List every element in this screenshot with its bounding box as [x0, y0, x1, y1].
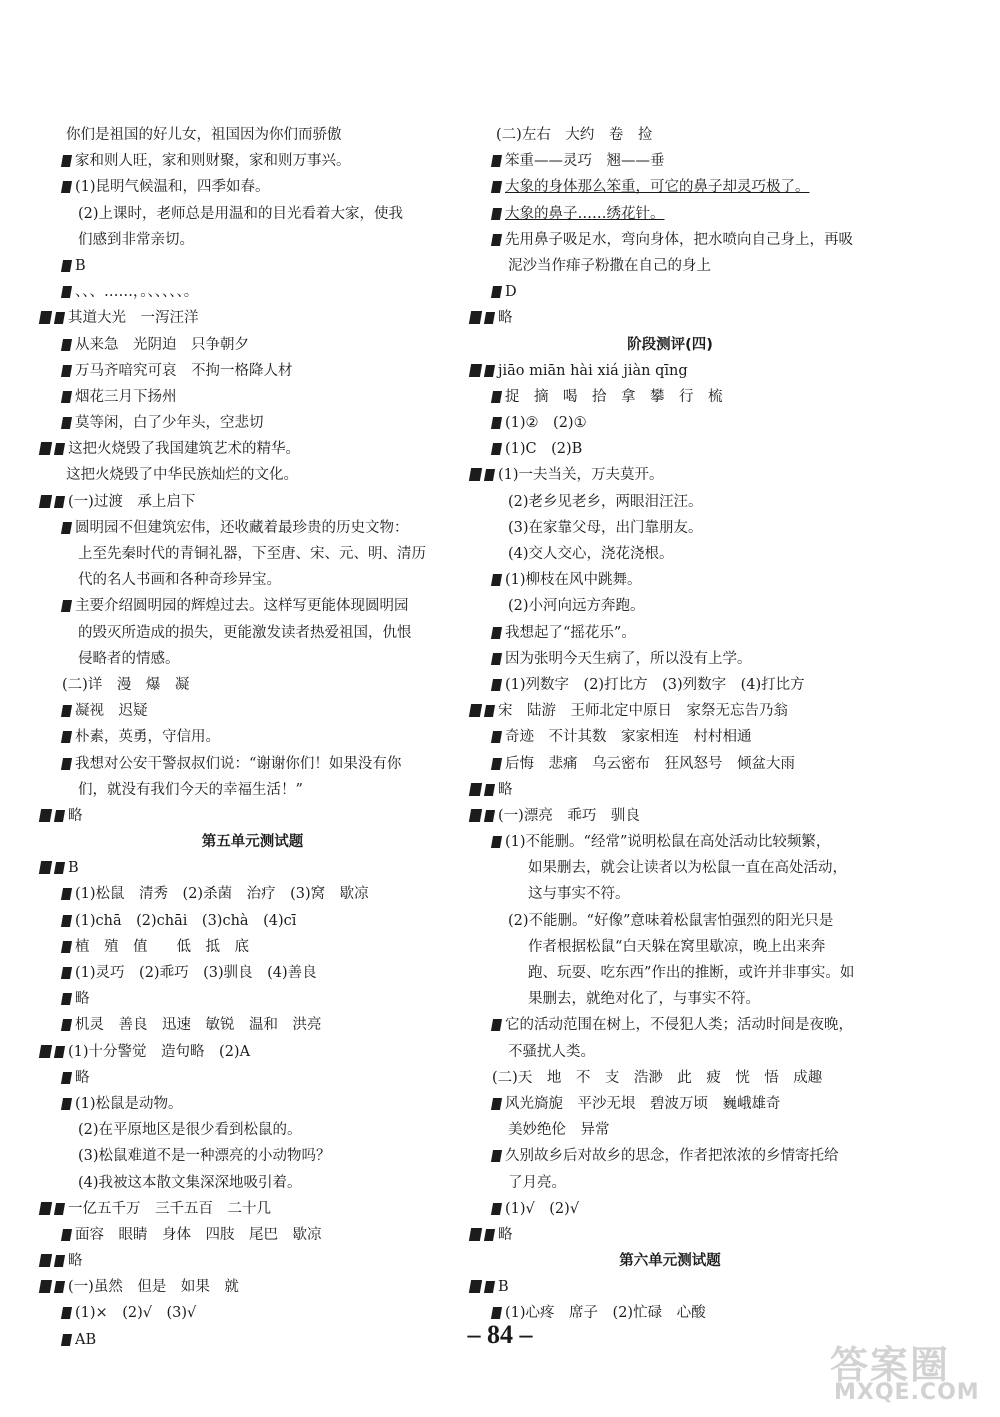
question-number-marker-icon [484, 365, 495, 377]
answer-text: (1)柳枝在风中跳舞。 [505, 572, 642, 589]
answer-text: 凝视 迟疑 [75, 703, 148, 720]
section-number-marker-icon [469, 468, 482, 481]
answer-text: (2)在平原地区是很少看到松鼠的。 [78, 1122, 302, 1139]
answer-text: 你们是祖国的好儿女，祖国因为你们而骄傲 [66, 127, 342, 143]
answer-line [470, 410, 870, 436]
answer-line [40, 201, 465, 227]
section-number-marker-icon [39, 1202, 52, 1215]
question-number-marker-icon [491, 836, 502, 848]
answer-text: AB [75, 1331, 97, 1348]
answer-text: 略 [498, 310, 513, 327]
answer-text: (1)② (2)① [505, 415, 587, 432]
question-number-marker-icon [491, 758, 502, 770]
answer-line [40, 1274, 465, 1300]
question-number-marker-icon [61, 731, 72, 743]
answer-text: 上至先秦时代的青铜礼器，下至唐、宋、元、明、清历 [78, 546, 426, 562]
question-number-marker-icon [61, 260, 72, 272]
answer-text: (2)老乡见老乡，两眼泪汪汪。 [508, 493, 703, 510]
answer-line [470, 1117, 870, 1143]
answer-line [470, 305, 870, 331]
answer-line [470, 489, 870, 515]
question-number-marker-icon [484, 784, 495, 796]
question-number-marker-icon [61, 339, 72, 351]
answer-text: B [75, 257, 86, 274]
answer-text: 捉 摘 喝 拾 拿 攀 行 梳 [505, 388, 723, 405]
answer-text: 这与事实不符。 [528, 886, 630, 903]
question-number-marker-icon [491, 417, 502, 429]
answer-text: 久别故乡后对故乡的思念，作者把浓浓的乡情寄托给 [505, 1148, 839, 1165]
answer-line [470, 620, 870, 646]
answer-text: (2)小河向远方奔跑。 [508, 598, 645, 615]
answer-text: 一亿五千万 三千五百 二十几 [68, 1200, 271, 1217]
answer-text: 奇迹 不计其数 家家相连 村村相通 [505, 729, 752, 746]
question-number-marker-icon [491, 234, 502, 246]
answer-text: jiāo miān hài xiá jiàn qīng [498, 362, 688, 379]
question-number-marker-icon [491, 286, 502, 298]
answer-text: (一)漂亮 乖巧 驯良 [498, 807, 640, 824]
answer-line [40, 908, 465, 934]
answer-line [40, 1248, 465, 1274]
answer-text: 了月亮。 [508, 1174, 566, 1191]
section-title [470, 1248, 870, 1274]
answer-line [470, 803, 870, 829]
answer-line [470, 462, 870, 488]
question-number-marker-icon [491, 574, 502, 586]
question-number-marker-icon [54, 1203, 65, 1215]
answer-line [40, 410, 465, 436]
question-number-marker-icon [484, 810, 495, 822]
answer-text: 不骚扰人类。 [508, 1043, 595, 1060]
section-number-marker-icon [39, 1045, 52, 1058]
answer-text: 因为张明今天生病了，所以没有上学。 [505, 650, 752, 667]
answer-text: (1)√ (2)√ [505, 1200, 580, 1217]
answer-line [40, 227, 465, 253]
answer-text: 泥沙当作痱子粉撒在自己的身上 [508, 257, 711, 274]
answer-text: (1)chā (2)chāi (3)chà (4)cī [75, 912, 297, 929]
question-number-marker-icon [491, 1019, 502, 1031]
section-title [470, 332, 870, 358]
question-number-marker-icon [491, 181, 502, 193]
answer-text: 主要介绍圆明园的辉煌过去。这样写更能体现圆明园 [75, 598, 409, 615]
answer-line [470, 986, 870, 1012]
answer-line [40, 567, 465, 593]
answer-text: 作者根据松鼠“白天躲在窝里歇凉，晚上出来奔 [528, 938, 826, 955]
answer-text: (一)虽然 但是 如果 就 [68, 1279, 239, 1296]
answer-text: (1)C (2)B [505, 441, 583, 458]
question-number-marker-icon [61, 155, 72, 167]
answer-text: 圆明园不但建筑宏伟，还收藏着最珍贵的历史文物： [75, 519, 409, 536]
question-number-marker-icon [61, 1019, 72, 1031]
answer-line [40, 960, 465, 986]
answer-line [470, 567, 870, 593]
answer-line [40, 751, 465, 777]
section-number-marker-icon [39, 311, 52, 324]
question-number-marker-icon [491, 391, 502, 403]
answer-line [40, 803, 465, 829]
answer-text: (4)我被这本散文集深深地吸引着。 [78, 1174, 302, 1191]
answer-line [40, 1117, 465, 1143]
answer-line [470, 960, 870, 986]
answer-text: 代的名人书画和各种奇珍异宝。 [78, 572, 281, 589]
question-number-marker-icon [61, 758, 72, 770]
answer-line [40, 1091, 465, 1117]
answer-text: 阶段测评(四) [627, 336, 713, 353]
answer-text: (3)松鼠难道不是一种漂亮的小动物吗？ [78, 1148, 331, 1165]
answer-text: (二)左右 大约 卷 捡 [496, 127, 653, 143]
question-number-marker-icon [61, 1307, 72, 1319]
answer-text: 朴素，英勇，守信用。 [75, 729, 220, 746]
question-number-marker-icon [61, 888, 72, 900]
answer-line [40, 934, 465, 960]
section-number-marker-icon [39, 495, 52, 508]
question-number-marker-icon [491, 731, 502, 743]
question-number-marker-icon [484, 1229, 495, 1241]
answer-line [40, 253, 465, 279]
question-number-marker-icon [61, 365, 72, 377]
answer-line [470, 227, 870, 253]
left-answer-column [40, 122, 465, 1353]
answer-line [40, 174, 465, 200]
answer-line [40, 777, 465, 803]
question-number-marker-icon [61, 941, 72, 953]
section-number-marker-icon [469, 704, 482, 717]
question-number-marker-icon [61, 181, 72, 193]
answer-text: 它的活动范围在树上，不侵犯人类；活动时间是夜晚， [505, 1017, 853, 1034]
section-title [40, 829, 465, 855]
answer-text: 面容 眼睛 身体 四肢 尾巴 歇凉 [75, 1226, 322, 1243]
answer-line [40, 436, 465, 462]
answer-text: 如果删去，就会让读者以为松鼠一直在高处活动， [528, 860, 847, 877]
answer-line [470, 515, 870, 541]
answer-text: 莫等闲，白了少年头，空悲切 [75, 415, 264, 432]
answer-line [40, 489, 465, 515]
answer-text: (1)昆明气候温和，四季如春。 [75, 179, 270, 196]
question-number-marker-icon [61, 522, 72, 534]
section-number-marker-icon [39, 1280, 52, 1293]
question-number-marker-icon [54, 1046, 65, 1058]
answer-line [470, 1222, 870, 1248]
answer-text: 略 [75, 1069, 90, 1086]
answer-text: 其道大光 一泻汪洋 [68, 310, 199, 327]
answer-text: D [505, 284, 517, 301]
answer-text: 第五单元测试题 [201, 834, 304, 851]
answer-text: 第六单元测试题 [619, 1253, 721, 1270]
answer-line [470, 436, 870, 462]
question-number-marker-icon [61, 967, 72, 979]
answer-line [470, 384, 870, 410]
answer-line [40, 698, 465, 724]
page-number: – 84 – [467, 1320, 533, 1349]
section-number-marker-icon [39, 442, 52, 455]
answer-text: 们感到非常亲切。 [78, 231, 194, 248]
right-answer-column [470, 122, 870, 1327]
answer-text: (一)过渡 承上启下 [68, 493, 196, 510]
question-number-marker-icon [61, 391, 72, 403]
answer-line [470, 1274, 870, 1300]
answer-text: 们，就没有我们今天的幸福生活！” [78, 781, 303, 798]
question-number-marker-icon [484, 1281, 495, 1293]
answer-line [40, 384, 465, 410]
answer-text: 机灵 善良 迅速 敏锐 温和 洪亮 [75, 1017, 322, 1034]
question-number-marker-icon [61, 1098, 72, 1110]
question-number-marker-icon [61, 1072, 72, 1084]
question-number-marker-icon [54, 1255, 65, 1267]
answer-text: (1)一夫当关，万夫莫开。 [498, 467, 664, 484]
answer-line [40, 620, 465, 646]
answer-line [470, 881, 870, 907]
answer-line [40, 148, 465, 174]
answer-text: (3)在家靠父母，出门靠朋友。 [508, 519, 703, 536]
answer-line [470, 1065, 870, 1091]
section-number-marker-icon [39, 809, 52, 822]
answer-text: (1)× (2)√ (3)√ [75, 1305, 197, 1322]
answer-line [40, 358, 465, 384]
answer-text: (1)灵巧 (2)乖巧 (3)驯良 (4)善良 [75, 965, 317, 981]
answer-text: 美妙绝伦 异常 [508, 1122, 610, 1139]
question-number-marker-icon [61, 993, 72, 1005]
answer-text: 跑、玩耍、吃东西”作出的推断，或许并非事实。如 [528, 965, 855, 981]
question-number-marker-icon [54, 810, 65, 822]
answer-line [470, 1143, 870, 1169]
answer-text: (1)不能删。“经常”说明松鼠在高处活动比较频繁， [505, 834, 831, 851]
watermark-text: 答案圈 [830, 1343, 951, 1387]
answer-text: 果删去，就绝对化了，与事实不符。 [528, 991, 760, 1008]
answer-text: 略 [498, 781, 513, 798]
answer-text: (4)交人交心，浇花浇根。 [508, 546, 674, 562]
answer-text: 笨重——灵巧 翘——垂 [505, 153, 665, 170]
section-number-marker-icon [39, 1254, 52, 1267]
answer-line [470, 855, 870, 881]
answer-text: 侵略者的情感。 [78, 650, 180, 667]
answer-text: 这把火烧毁了中华民族灿烂的文化。 [66, 467, 298, 484]
question-number-marker-icon [484, 705, 495, 717]
answer-text: 大象的鼻子……绣花针。 [505, 205, 665, 222]
answer-text: 略 [68, 807, 83, 824]
answer-line [470, 724, 870, 750]
answer-text: (1)列数字 (2)打比方 (3)列数字 (4)打比方 [505, 676, 805, 693]
answer-line [470, 751, 870, 777]
question-number-marker-icon [491, 627, 502, 639]
question-number-marker-icon [484, 469, 495, 481]
answer-text: B [498, 1279, 509, 1296]
answer-line [40, 855, 465, 881]
question-number-marker-icon [491, 1203, 502, 1215]
question-number-marker-icon [491, 155, 502, 167]
answer-line [40, 279, 465, 305]
question-number-marker-icon [491, 1150, 502, 1162]
question-number-marker-icon [491, 1098, 502, 1110]
section-number-marker-icon [469, 1280, 482, 1293]
section-number-marker-icon [469, 1228, 482, 1241]
answer-text: 风光旖旎 平沙无垠 碧波万顷 巍峨雄奇 [505, 1095, 781, 1112]
answer-line [40, 724, 465, 750]
question-number-marker-icon [61, 1229, 72, 1241]
answer-text: 后悔 悲痛 乌云密布 狂风怒号 倾盆大雨 [505, 755, 795, 772]
answer-line [40, 541, 465, 567]
question-number-marker-icon [491, 443, 502, 455]
answer-text: 从来急 光阴迫 只争朝夕 [75, 336, 249, 353]
answer-line [40, 986, 465, 1012]
section-number-marker-icon [469, 364, 482, 377]
answer-text: (2)不能删。“好像”意味着松鼠害怕强烈的阳光只是 [508, 912, 834, 929]
question-number-marker-icon [54, 862, 65, 874]
question-number-marker-icon [54, 443, 65, 455]
answer-line [40, 462, 465, 488]
answer-line [40, 1143, 465, 1169]
question-number-marker-icon [61, 417, 72, 429]
answer-line [470, 1170, 870, 1196]
answer-text: 的毁灭所造成的损失，更能激发读者热爱祖国，仇恨 [78, 624, 412, 641]
answer-text: 略 [75, 991, 90, 1008]
answer-text: 烟花三月下扬州 [75, 388, 177, 405]
answer-line [470, 1039, 870, 1065]
answer-line [470, 174, 870, 200]
answer-text: (1)松鼠 清秀 (2)杀菌 治疗 (3)窝 歇凉 [75, 886, 369, 903]
answer-line [470, 279, 870, 305]
answer-line [470, 358, 870, 384]
answer-text: (二)天 地 不 支 浩渺 此 疲 恍 悟 成趣 [492, 1069, 823, 1086]
answer-text: 我想起了“摇花乐”。 [505, 624, 636, 641]
answer-line [40, 1065, 465, 1091]
watermark-logo [822, 1336, 992, 1408]
answer-text: (二)详 漫 爆 凝 [62, 676, 190, 693]
question-number-marker-icon [61, 286, 72, 298]
answer-line [40, 305, 465, 331]
answer-line [470, 1196, 870, 1222]
answer-line [40, 593, 465, 619]
answer-line [40, 1012, 465, 1038]
answer-line [470, 148, 870, 174]
question-number-marker-icon [491, 653, 502, 665]
question-number-marker-icon [54, 496, 65, 508]
answer-line [40, 1170, 465, 1196]
answer-line [470, 122, 870, 148]
answer-line [470, 908, 870, 934]
answer-line [470, 672, 870, 698]
section-number-marker-icon [39, 861, 52, 874]
answer-text: 大象的身体那么笨重，可它的鼻子却灵巧极了。 [505, 179, 810, 196]
question-number-marker-icon [491, 679, 502, 691]
answer-line [40, 1039, 465, 1065]
question-number-marker-icon [61, 705, 72, 717]
answer-line [40, 646, 465, 672]
answer-text: 家和则人旺，家和则财聚，家和则万事兴。 [75, 153, 351, 170]
question-number-marker-icon [54, 1281, 65, 1293]
answer-line [40, 881, 465, 907]
answer-line [40, 122, 465, 148]
section-number-marker-icon [469, 783, 482, 796]
answer-text: 略 [498, 1226, 513, 1243]
question-number-marker-icon [61, 915, 72, 927]
question-number-marker-icon [61, 600, 72, 612]
question-number-marker-icon [491, 208, 502, 220]
answer-text: 植 殖 值 低 抵 底 [75, 938, 249, 955]
answer-line [470, 1091, 870, 1117]
answer-line [470, 201, 870, 227]
watermark-url: MXQE.COM [834, 1380, 980, 1405]
answer-line [470, 698, 870, 724]
answer-text: (1)松鼠是动物。 [75, 1095, 183, 1112]
answer-line [40, 515, 465, 541]
answer-line [40, 672, 465, 698]
answer-line [40, 1196, 465, 1222]
answer-text: (2)上课时，老师总是用温和的目光看着大家，使我 [78, 205, 404, 222]
answer-line [470, 593, 870, 619]
answer-line [470, 541, 870, 567]
answer-line [470, 1012, 870, 1038]
question-number-marker-icon [54, 312, 65, 324]
section-number-marker-icon [469, 311, 482, 324]
answer-text: 这把火烧毁了我国建筑艺术的精华。 [68, 441, 300, 458]
section-number-marker-icon [469, 809, 482, 822]
answer-text: B [68, 860, 79, 877]
answer-line [40, 1222, 465, 1248]
answer-text: 先用鼻子吸足水，弯向身体，把水喷向自己身上，再吸 [505, 231, 853, 248]
answer-text: 我想对公安干警叔叔们说：“谢谢你们！如果没有你 [75, 755, 402, 772]
question-number-marker-icon [484, 312, 495, 324]
answer-text: 略 [68, 1253, 83, 1270]
answer-line [470, 934, 870, 960]
question-number-marker-icon [491, 1307, 502, 1319]
answer-line [470, 777, 870, 803]
answer-line [470, 253, 870, 279]
answer-text: 宋 陆游 王师北定中原日 家祭无忘告乃翁 [498, 703, 788, 720]
answer-line [470, 646, 870, 672]
answer-text: 、、、……，。、、、、、。 [75, 284, 199, 301]
answer-text: 万马齐喑究可哀 不拘一格降人材 [75, 362, 293, 379]
answer-text: (1)十分警觉 造句略 (2)A [68, 1043, 251, 1060]
answer-line [470, 829, 870, 855]
answer-text: (1)心疼 席子 (2)忙碌 心酸 [505, 1305, 706, 1322]
answer-line [40, 332, 465, 358]
